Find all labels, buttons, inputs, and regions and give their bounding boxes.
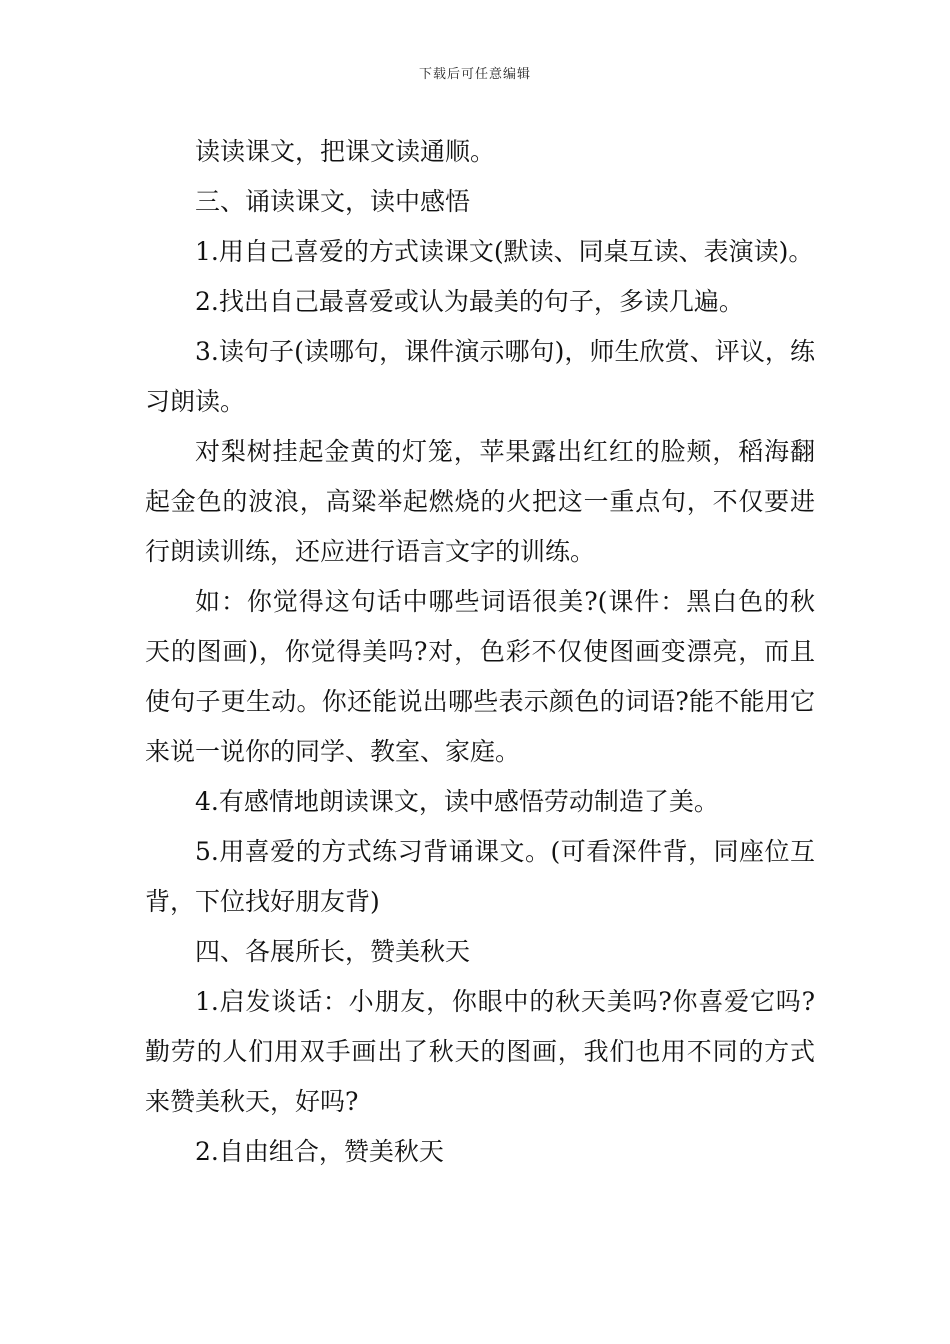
paragraph: 1.启发谈话：小朋友，你眼中的秋天美吗?你喜爱它吗?勤劳的人们用双手画出了秋天的图画，我们也用不同的方式来赞美秋天，好吗? (145, 987, 815, 1116)
paragraph: 对梨树挂起金黄的灯笼，苹果露出红红的脸颊，稻海翻起金色的波浪，高粱举起燃烧的火把这一重点句，不仅要进行朗读训练，还应进行语言文字的训练。 (145, 437, 815, 566)
paragraph: 2.自由组合，赞美秋天 (195, 1137, 444, 1166)
paragraph: 4.有感情地朗读课文，读中感悟劳动制造了美。 (195, 787, 719, 816)
paragraph: 5.用喜爱的方式练习背诵课文。(可看深件背，同座位互背，下位找好朋友背) (145, 837, 815, 916)
paragraph: 1.用自己喜爱的方式读课文(默读、同桌互读、表演读)。 (195, 237, 814, 266)
page-header: 下载后可任意编辑 (418, 67, 531, 82)
section-heading: 四、各展所长，赞美秋天 (195, 937, 471, 966)
paragraph: 读读课文，把课文读通顺。 (195, 137, 496, 166)
paragraph: 2.找出自己最喜爱或认为最美的句子，多读几遍。 (195, 287, 744, 316)
document-body (145, 127, 815, 1177)
paragraph: 如：你觉得这句话中哪些词语很美?(课件：黑白色的秋天的图画)，你觉得美吗?对，色彩不仅使图画变漂亮，而且使句子更生动。你还能说出哪些表示颜色的词语?能不能用它来说一说你的同学、教室、家庭。 (145, 587, 815, 766)
paragraph: 3.读句子(读哪句，课件演示哪句)，师生欣赏、评议，练习朗读。 (145, 337, 815, 416)
section-heading: 三、诵读课文，读中感悟 (195, 187, 471, 216)
